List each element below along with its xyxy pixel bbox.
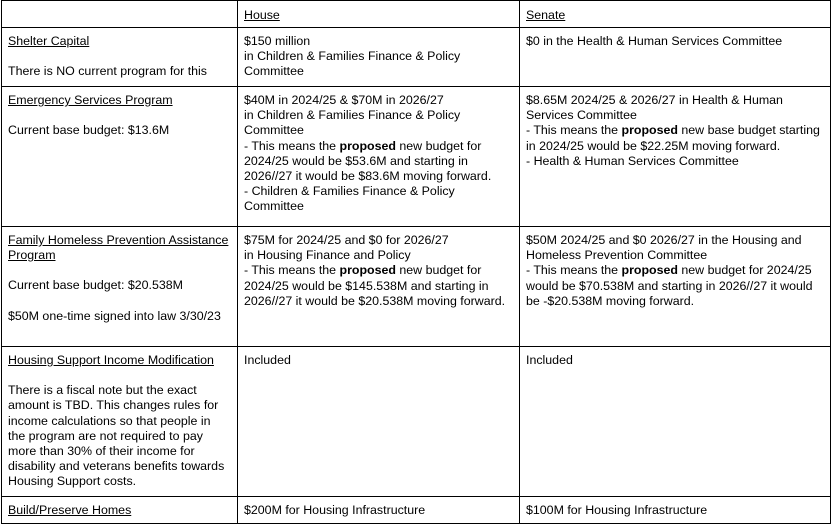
senate-status: Included <box>526 353 573 367</box>
header-house-label: House <box>244 8 280 22</box>
table-row <box>2 28 831 87</box>
table-row <box>2 227 831 347</box>
program-cell <box>2 347 238 497</box>
header-senate-cell <box>520 1 831 28</box>
program-note: There is NO current program for this <box>8 64 208 79</box>
header-row <box>2 1 831 28</box>
senate-cell <box>520 28 831 87</box>
table-row <box>2 347 831 497</box>
program-cell <box>2 497 238 524</box>
house-cell <box>238 87 520 227</box>
house-cell <box>238 227 520 347</box>
header-house-cell <box>238 1 520 28</box>
house-explanation: - This means the proposed new budget for 2024/25 would be $53.6M and starting in 2026//27 it would be $83.6M moving forward. <box>244 138 492 184</box>
house-cell <box>238 347 520 497</box>
program-note: There is a fiscal note but the exact amount is TBD. This changes rules for income calculations so that people in the program are not required to pay more than 30% of their income for disability and veterans benefits towards Housing Support costs. <box>8 383 225 489</box>
table-row <box>2 497 831 524</box>
program-name: Family Homeless Prevention Assistance Program <box>8 233 229 263</box>
house-status: Included <box>244 353 291 367</box>
senate-committee-note: - Health & Human Services Committee <box>526 153 739 168</box>
house-committee-note: - Children & Families Finance & Policy Committee <box>244 184 455 214</box>
senate-explanation: - This means the proposed new base budget starting in 2024/25 would be $22.25M moving forward. <box>526 123 820 153</box>
table-row <box>2 87 831 227</box>
house-amount: $40M in 2024/25 & $70M in 2026/27 <box>244 93 444 107</box>
senate-cell <box>520 87 831 227</box>
senate-cell <box>520 497 831 524</box>
program-name: Emergency Services Program <box>8 93 173 107</box>
program-cell <box>2 87 238 227</box>
house-amount: $200M for Housing Infrastructure <box>244 503 426 517</box>
header-senate-label: Senate <box>526 8 566 22</box>
house-explanation: - This means the proposed new budget for 2024/25 would be $145.538M and starting in 2026//27 it would be $20.538M moving forward. <box>244 263 506 308</box>
program-note: Current base budget: $13.6M <box>8 123 170 138</box>
senate-amount: $0 in the Health & Human Services Committee <box>526 34 783 48</box>
program-cell <box>2 227 238 347</box>
header-program-cell <box>2 1 238 28</box>
budget-comparison-table <box>1 0 831 524</box>
senate-amount: $100M for Housing Infrastructure <box>526 503 708 517</box>
house-amount: $75M for 2024/25 and $0 for 2026/27 <box>244 233 449 247</box>
house-cell <box>238 497 520 524</box>
program-name: Build/Preserve Homes <box>8 503 132 517</box>
senate-cell <box>520 347 831 497</box>
house-cell <box>238 28 520 87</box>
program-note-2: $50M one-time signed into law 3/30/23 <box>8 308 221 323</box>
house-amount: $150 million <box>244 34 311 48</box>
program-note: Current base budget: $20.538M <box>8 278 183 293</box>
senate-explanation: - This means the proposed new budget for 2024/25 would be $70.538M and starting in 2026//27 it would be -$20.538M moving forward. <box>526 263 813 308</box>
senate-cell <box>520 227 831 347</box>
program-cell <box>2 28 238 87</box>
senate-amount: $50M 2024/25 and $0 2026/27 in the Housing and Homeless Prevention Committee <box>526 233 802 263</box>
program-name: Housing Support Income Modification <box>8 353 214 367</box>
house-committee: in Children & Families Finance & Policy Committee <box>244 108 461 138</box>
house-committee: in Children & Families Finance & Policy Committee <box>244 49 461 79</box>
house-committee: in Housing Finance and Policy <box>244 248 411 263</box>
program-name: Shelter Capital <box>8 34 90 48</box>
senate-amount: $8.65M 2024/25 & 2026/27 in Health & Human Services Committee <box>526 93 783 123</box>
